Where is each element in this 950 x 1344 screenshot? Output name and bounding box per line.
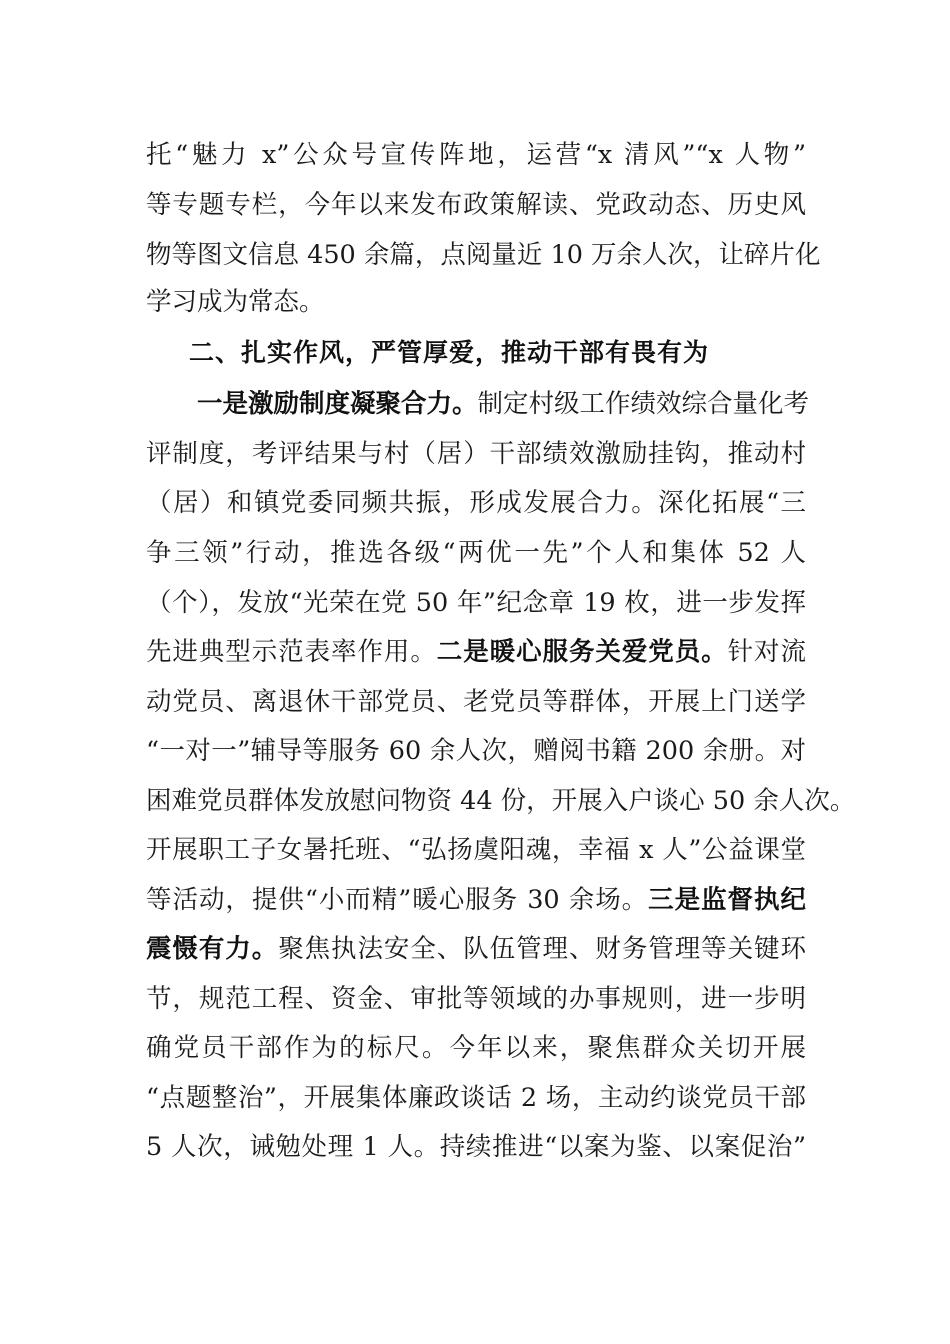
point-three-text: 聚焦执法安全、队伍管理、财务管理等关键环 (278, 934, 806, 964)
paragraph1-line-1: 托“魅力 x”公众号宣传阵地，运营“x 清风”“x 人物” (146, 140, 806, 170)
paragraph2-line-8: “一对一”辅导等服务 60 余人次，赠阅书籍 200 余册。对 (146, 736, 806, 766)
paragraph2-line-10: 开展职工子女暑托班、“弘扬虞阳魂，幸福 x 人”公益课堂 (146, 835, 806, 865)
paragraph2-line-1 (197, 384, 810, 424)
point-three-title-start: 三是监督执纪 (648, 885, 806, 915)
paragraph2-line-6 (146, 632, 806, 672)
paragraph1-line-3: 物等图文信息 450 余篇，点阅量近 10 万余人次，让碎片化 (146, 240, 821, 270)
paragraph2-line-14: 确党员干部作为的标尺。今年以来，聚焦群众关切开展 (146, 1033, 806, 1063)
paragraph2-line-16: 5 人次，诫勉处理 1 人。持续推进“以案为鉴、以案促治” (146, 1132, 806, 1162)
paragraph2-line-11 (146, 880, 806, 920)
paragraph2-line-5: （个），发放“光荣在党 50 年”纪念章 19 枚，进一步发挥 (146, 588, 806, 618)
section-heading: 二、扎实作风，严管厚爱，推动干部有畏有为 (189, 338, 710, 367)
point-one-end: 先进典型示范表率作用。 (146, 637, 437, 667)
paragraph2-line-3: （居）和镇党委同频共振，形成发展合力。深化拓展“三 (146, 488, 806, 518)
paragraph2-line-7: 动党员、离退休干部党员、老党员等群体，开展上门送学 (146, 687, 806, 717)
point-two-end: 等活动，提供“小而精”暖心服务 30 余场。 (146, 885, 649, 915)
paragraph1-line-4: 学习成为常态。 (146, 287, 325, 317)
point-two-text: 针对流 (727, 637, 806, 667)
paragraph2-line-12 (146, 929, 806, 969)
paragraph2-line-9: 困难党员群体发放慰问物资 44 份，开展入户谈心 50 余人次。 (146, 786, 856, 816)
point-one-text: 制定村级工作绩效综合量化考 (477, 389, 810, 419)
point-one-title: 一是激励制度凝聚合力。 (197, 389, 478, 419)
paragraph2-line-2: 评制度，考评结果与村（居）干部绩效激励挂钩，推动村 (146, 439, 806, 469)
point-two-title: 二是暖心服务关爱党员。 (436, 637, 728, 667)
point-three-title-end: 震慑有力。 (146, 934, 279, 964)
paragraph1-line-2: 等专题专栏，今年以来发布政策解读、党政动态、历史风 (146, 190, 806, 220)
paragraph2-line-13: 节，规范工程、资金、审批等领域的办事规则，进一步明 (146, 984, 806, 1014)
paragraph2-line-4: 争三领”行动，推选各级“两优一先”个人和集体 52 人 (146, 538, 806, 568)
paragraph2-line-15: “点题整治”，开展集体廉政谈话 2 场，主动约谈党员干部 (146, 1083, 806, 1113)
